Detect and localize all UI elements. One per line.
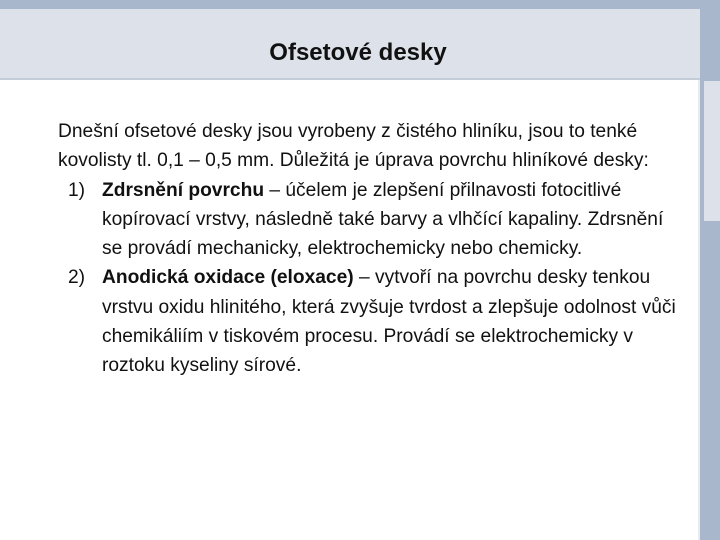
numbered-list: [58, 176, 688, 381]
title-band-shadow: [0, 78, 700, 80]
top-decoration-stripe: [0, 0, 720, 9]
list-number: 1): [68, 179, 86, 201]
list-text: – účelem je zlepšení přilnavosti fotocitlivé kopírovací vrstvy, následně také barvy a vlhčící kapaliny. Zdrsnění se provádí mechanicky, elektrochemicky nebo chemicky.: [102, 179, 664, 260]
slide-body: [58, 117, 688, 381]
list-term: Zdrsnění povrchu: [102, 179, 265, 201]
list-item-roughening: [58, 176, 688, 264]
list-term: Anodická oxidace (eloxace): [102, 267, 354, 289]
right-decoration-highlight: [704, 81, 720, 221]
list-item-anodizing: [58, 263, 688, 380]
right-decoration-line: [698, 80, 700, 540]
slide-title: Ofsetové desky: [269, 38, 447, 66]
list-text: – vytvoří na povrchu desky tenkou vrstvu oxidu hlinitého, která zvyšuje tvrdost a zlepšuje odolnost vůči chemikáliím v tiskovém procesu. Provádí se elektrochemicky v roztoku kyseliny sírové.: [102, 267, 676, 377]
list-number: 2): [68, 267, 86, 289]
intro-paragraph: Dnešní ofsetové desky jsou vyrobeny z čistého hliníku, jsou to tenké kovolisty tl. 0,1 – 0,5 mm. Důležitá je úprava povrchu hliníkové desky:: [58, 121, 649, 172]
